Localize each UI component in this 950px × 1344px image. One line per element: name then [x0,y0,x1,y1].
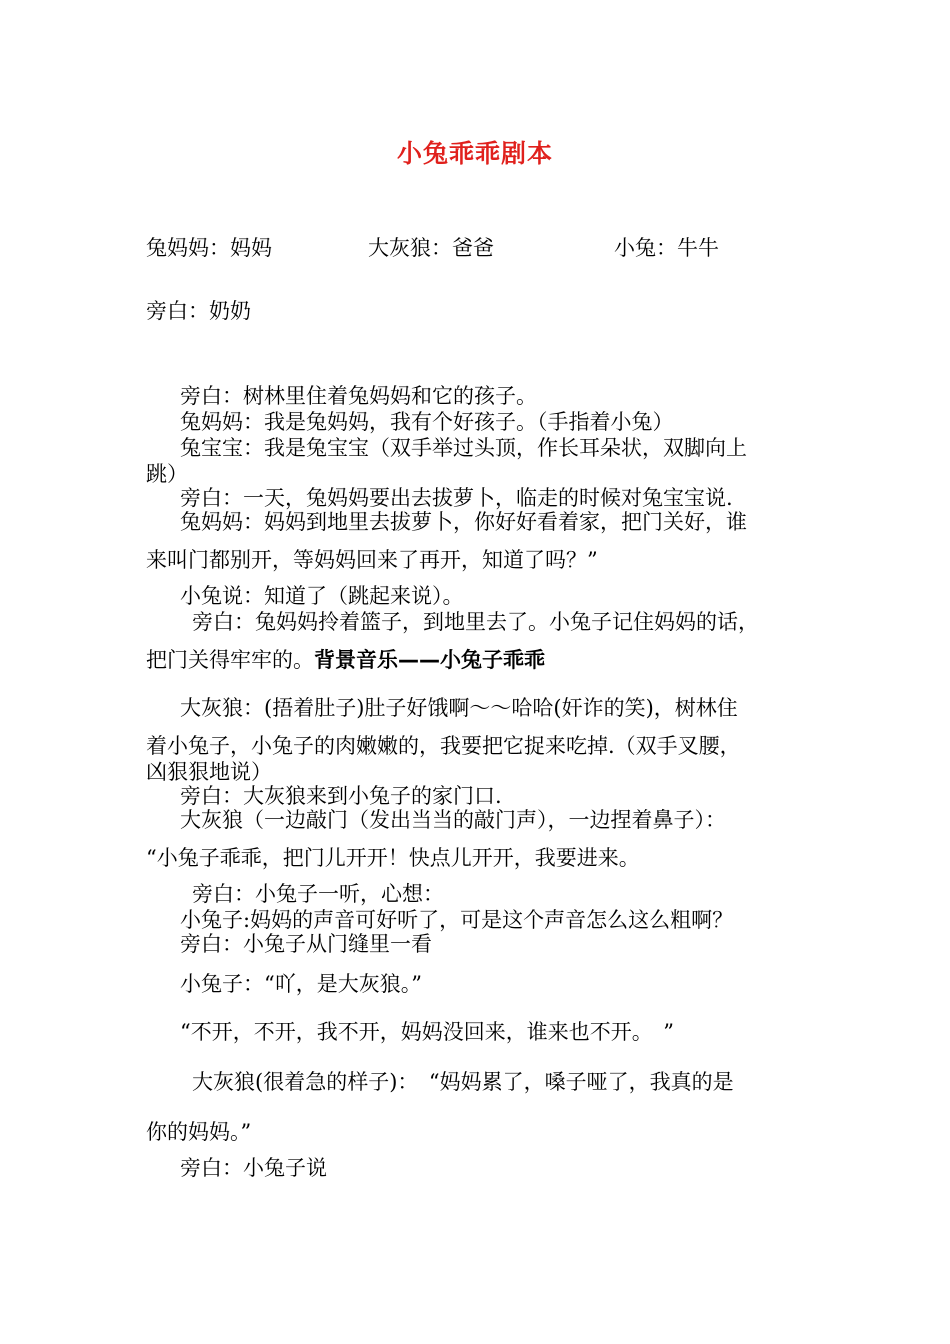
cast-wolf: 大灰狼：爸爸 [368,236,494,260]
script-line: 旁白：小兔子从门缝里一看 [180,932,432,956]
script-line: 旁白：一天，兔妈妈要出去拔萝卜，临走的时候对兔宝宝说. [180,486,733,510]
script-line: 旁白：大灰狼来到小兔子的家门口. [180,784,502,808]
script-line-with-music [146,646,545,674]
script-line: 小兔说：知道了（跳起来说）。 [180,584,464,608]
script-line-text: 把门关得牢牢的。 [146,648,314,672]
script-line: 跳） [146,462,188,486]
script-line: 来叫门都别开，等妈妈回来了再开，知道了吗？” [146,548,598,572]
script-line: 旁白：小兔子一听，心想： [192,882,444,906]
script-line: “小兔子乖乖，把门儿开开！快点儿开开，我要进来。 [146,846,640,870]
script-line: 兔妈妈：妈妈到地里去拔萝卜，你好好看着家，把门关好，谁 [180,510,747,534]
cast-narrator: 旁白：奶奶 [146,299,251,323]
script-line: 大灰狼（一边敲门（发出当当的敲门声），一边捏着鼻子）： [180,808,726,832]
script-line: 兔宝宝：我是兔宝宝（双手举过头顶，作长耳朵状，双脚向上 [180,436,747,460]
cast-mother: 兔妈妈：妈妈 [146,236,272,260]
script-line: 大灰狼：(捂着肚子)肚子好饿啊～～哈哈(奸诈的笑)，树林住 [180,696,738,720]
script-line: 旁白：小兔子说 [180,1156,327,1180]
script-line: 着小兔子，小兔子的肉嫩嫩的，我要把它捉来吃掉.（双手叉腰， [146,734,741,758]
document-title: 小兔乖乖剧本 [396,139,553,168]
script-line: 小兔子：“吖，是大灰狼。” [180,972,422,996]
cast-bunny: 小兔：牛牛 [614,236,719,260]
script-line: 你的妈妈。” [146,1120,252,1144]
background-music-cue: 背景音乐——小兔子乖乖 [314,648,545,672]
script-line: 兔妈妈：我是兔妈妈，我有个好孩子。（手指着小兔） [180,410,674,434]
script-line: “不开，不开，我不开，妈妈没回来，谁来也不开。 ” [180,1020,674,1044]
script-line: 小兔子:妈妈的声音可好听了，可是这个声音怎么这么粗啊？ [180,908,734,932]
script-line: 旁白：兔妈妈拎着篮子，到地里去了。小兔子记住妈妈的话， [192,610,759,634]
script-line: 旁白：树林里住着兔妈妈和它的孩子。 [180,384,537,408]
script-line: 凶狠狠地说） [146,760,272,784]
script-line: 大灰狼(很着急的样子)： “妈妈累了，嗓子哑了，我真的是 [192,1070,734,1094]
